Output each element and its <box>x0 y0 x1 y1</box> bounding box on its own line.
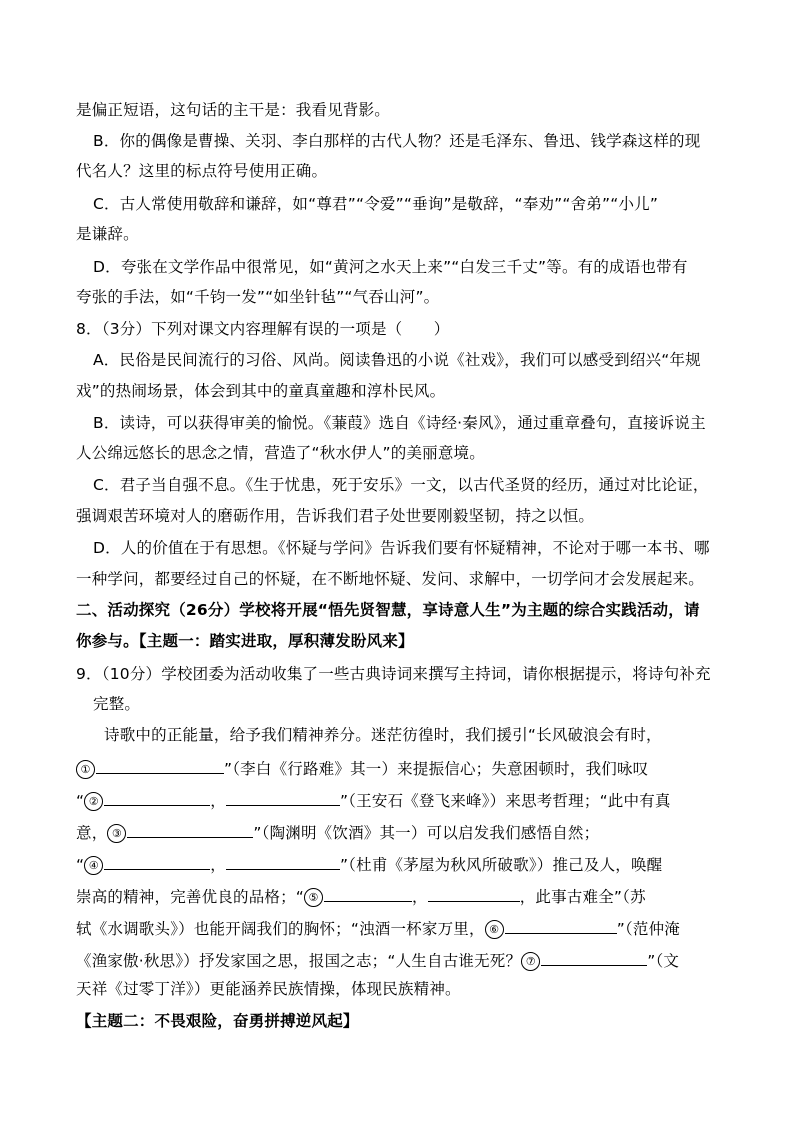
q8-option-a-line2: 戏”的热闹场景，体会到其中的童真童趣和淳朴民风。 <box>76 382 446 400</box>
q9-passage-text: ”（文 <box>647 952 680 970</box>
q8-option-a-line1: A．民俗是民间流行的习俗、风尚。阅读鲁迅的小说《社戏》，我们可以感受到绍兴“年规 <box>93 351 701 369</box>
q8-stem: 8．（3分）下列对课文内容理解有误的一项是（ ） <box>76 320 450 338</box>
answer-blank-2b[interactable] <box>226 789 340 806</box>
answer-blank-4b[interactable] <box>226 853 340 870</box>
q9-passage-text: 意， <box>76 824 108 842</box>
answer-blank-3[interactable] <box>127 821 253 838</box>
q9-passage-text: ， <box>210 856 226 874</box>
q7-option-c-line1: C．古人常使用敬辞和谦辞，如“尊君”“令爱”“垂询”是敬辞，“奉劝”“舍弟”“小儿” <box>93 195 659 213</box>
answer-blank-7[interactable] <box>541 949 647 966</box>
q7-option-c-line2: 是谦辞。 <box>76 225 139 243</box>
q7-option-b-line2: 代名人？这里的标点符号使用正确。 <box>76 162 328 180</box>
q7-option-d-line2: 夸张的手法，如“千钧一发”“如坐针毡”“气吞山河”。 <box>76 288 440 306</box>
q9-passage-text: “ <box>76 792 85 810</box>
q8-option-d-line1: D．人的价值在于有思想。《怀疑与学问》告诉我们要有怀疑精神，不论对于哪一本书、哪 <box>93 539 710 557</box>
blank-number-1: ① <box>76 760 95 779</box>
q9-passage-line1: 诗歌中的正能量，给予我们精神养分。迷茫彷徨时，我们援引“长风破浪会有时， <box>104 726 662 744</box>
section-heading-line1: 二、活动探究（26分）学校将开展“悟先贤智慧，享诗意人生”为主题的综合实践活动，请 <box>76 601 700 619</box>
q8-option-d-line2: 一种学问，都要经过自己的怀疑，在不断地怀疑、发问、求解中，一切学问才会发展起来。 <box>76 570 705 588</box>
q9-passage-text: ”（陶渊明《饮酒》其一）可以启发我们感悟自然； <box>253 824 600 842</box>
q7-option-d-line1: D．夸张在文学作品中很常见，如“黄河之水天上来”“白发三千丈”等。有的成语也带有 <box>93 258 688 276</box>
answer-blank-5b[interactable] <box>428 885 520 902</box>
q9-passage-line3 <box>76 789 671 811</box>
q8-option-b-line2: 人公绵远悠长的思念之情，营造了“秋水伊人”的美丽意境。 <box>76 444 485 462</box>
q9-stem-line2: 完整。 <box>93 695 141 713</box>
q9-passage-text: ”（范仲淹 <box>616 920 680 938</box>
q9-passage-line7 <box>76 917 680 939</box>
q9-passage-text: ，此事古难全”（苏 <box>519 888 646 906</box>
answer-blank-4a[interactable] <box>104 853 210 870</box>
q9-passage-text: ， <box>210 792 226 810</box>
q9-passage-line8 <box>76 949 679 971</box>
q9-passage-text: “ <box>76 856 85 874</box>
blank-number-5: ⑤ <box>304 888 323 907</box>
q9-passage-line6 <box>76 885 646 907</box>
answer-blank-1[interactable] <box>96 757 224 774</box>
q9-passage-text: 崇高的精神，完善优良的品格；“ <box>76 888 305 906</box>
blank-number-6: ⑥ <box>485 920 504 939</box>
q9-passage-line5 <box>76 853 662 875</box>
q9-passage-line2 <box>76 757 648 779</box>
q9-passage-text: ”（杜甫《茅屋为秋风所破歌》）推己及人，唤醒 <box>339 856 663 874</box>
q8-option-b-line1: B．读诗，可以获得审美的愉悦。《蒹葭》选自《诗经·秦风》，通过重章叠句，直接诉说主 <box>93 414 706 432</box>
q8-option-c-line2: 强调艰苦环境对人的磨砺作用，告诉我们君子处世要刚毅坚韧，持之以恒。 <box>76 507 595 525</box>
q7-continuation-line: 是偏正短语，这句话的主干是：我看见背影。 <box>76 101 391 119</box>
q9-passage-text: 轼《水调歌头》）也能开阔我们的胸怀；“浊酒一杯家万里， <box>76 920 485 938</box>
blank-number-7: ⑦ <box>521 952 540 971</box>
answer-blank-2a[interactable] <box>104 789 210 806</box>
theme-two-heading: 【主题二：不畏艰险，奋勇拼搏逆风起】 <box>76 1012 359 1030</box>
answer-blank-5a[interactable] <box>324 885 412 902</box>
q9-passage-text: ， <box>412 888 428 906</box>
blank-number-4: ④ <box>84 856 103 875</box>
q9-passage-line9: 天祥《过零丁洋》）更能涵养民族情操，体现民族精神。 <box>76 980 461 998</box>
answer-blank-6[interactable] <box>505 917 617 934</box>
q9-passage-text: 《渔家傲·秋思》）抒发家国之思，报国之志；“人生自古谁无死？ <box>76 952 522 970</box>
q9-stem-line1: 9．（10分）学校团委为活动收集了一些古典诗词来撰写主持词，请你根据提示，将诗句补充 <box>76 665 711 683</box>
q8-option-c-line1: C．君子当自强不息。《生于忧患，死于安乐》一文，以古代圣贤的经历，通过对比论证， <box>93 476 709 494</box>
q7-option-b-line1: B．你的偶像是曹操、关羽、李白那样的古代人物？还是毛泽东、鲁迅、钱学森这样的现 <box>93 132 701 150</box>
q9-passage-text: ”（李白《行路难》其一）来提振信心；失意困顿时，我们咏叹 <box>224 760 649 778</box>
section-heading-line2: 你参与。【主题一：踏实进取，厚积薄发盼风来】 <box>76 632 414 650</box>
blank-number-2: ② <box>84 792 103 811</box>
q9-passage-text: ”（王安石《登飞来峰》）来思考哲理；“此中有真 <box>339 792 671 810</box>
blank-number-3: ③ <box>107 824 126 843</box>
q9-passage-line4 <box>76 821 599 843</box>
